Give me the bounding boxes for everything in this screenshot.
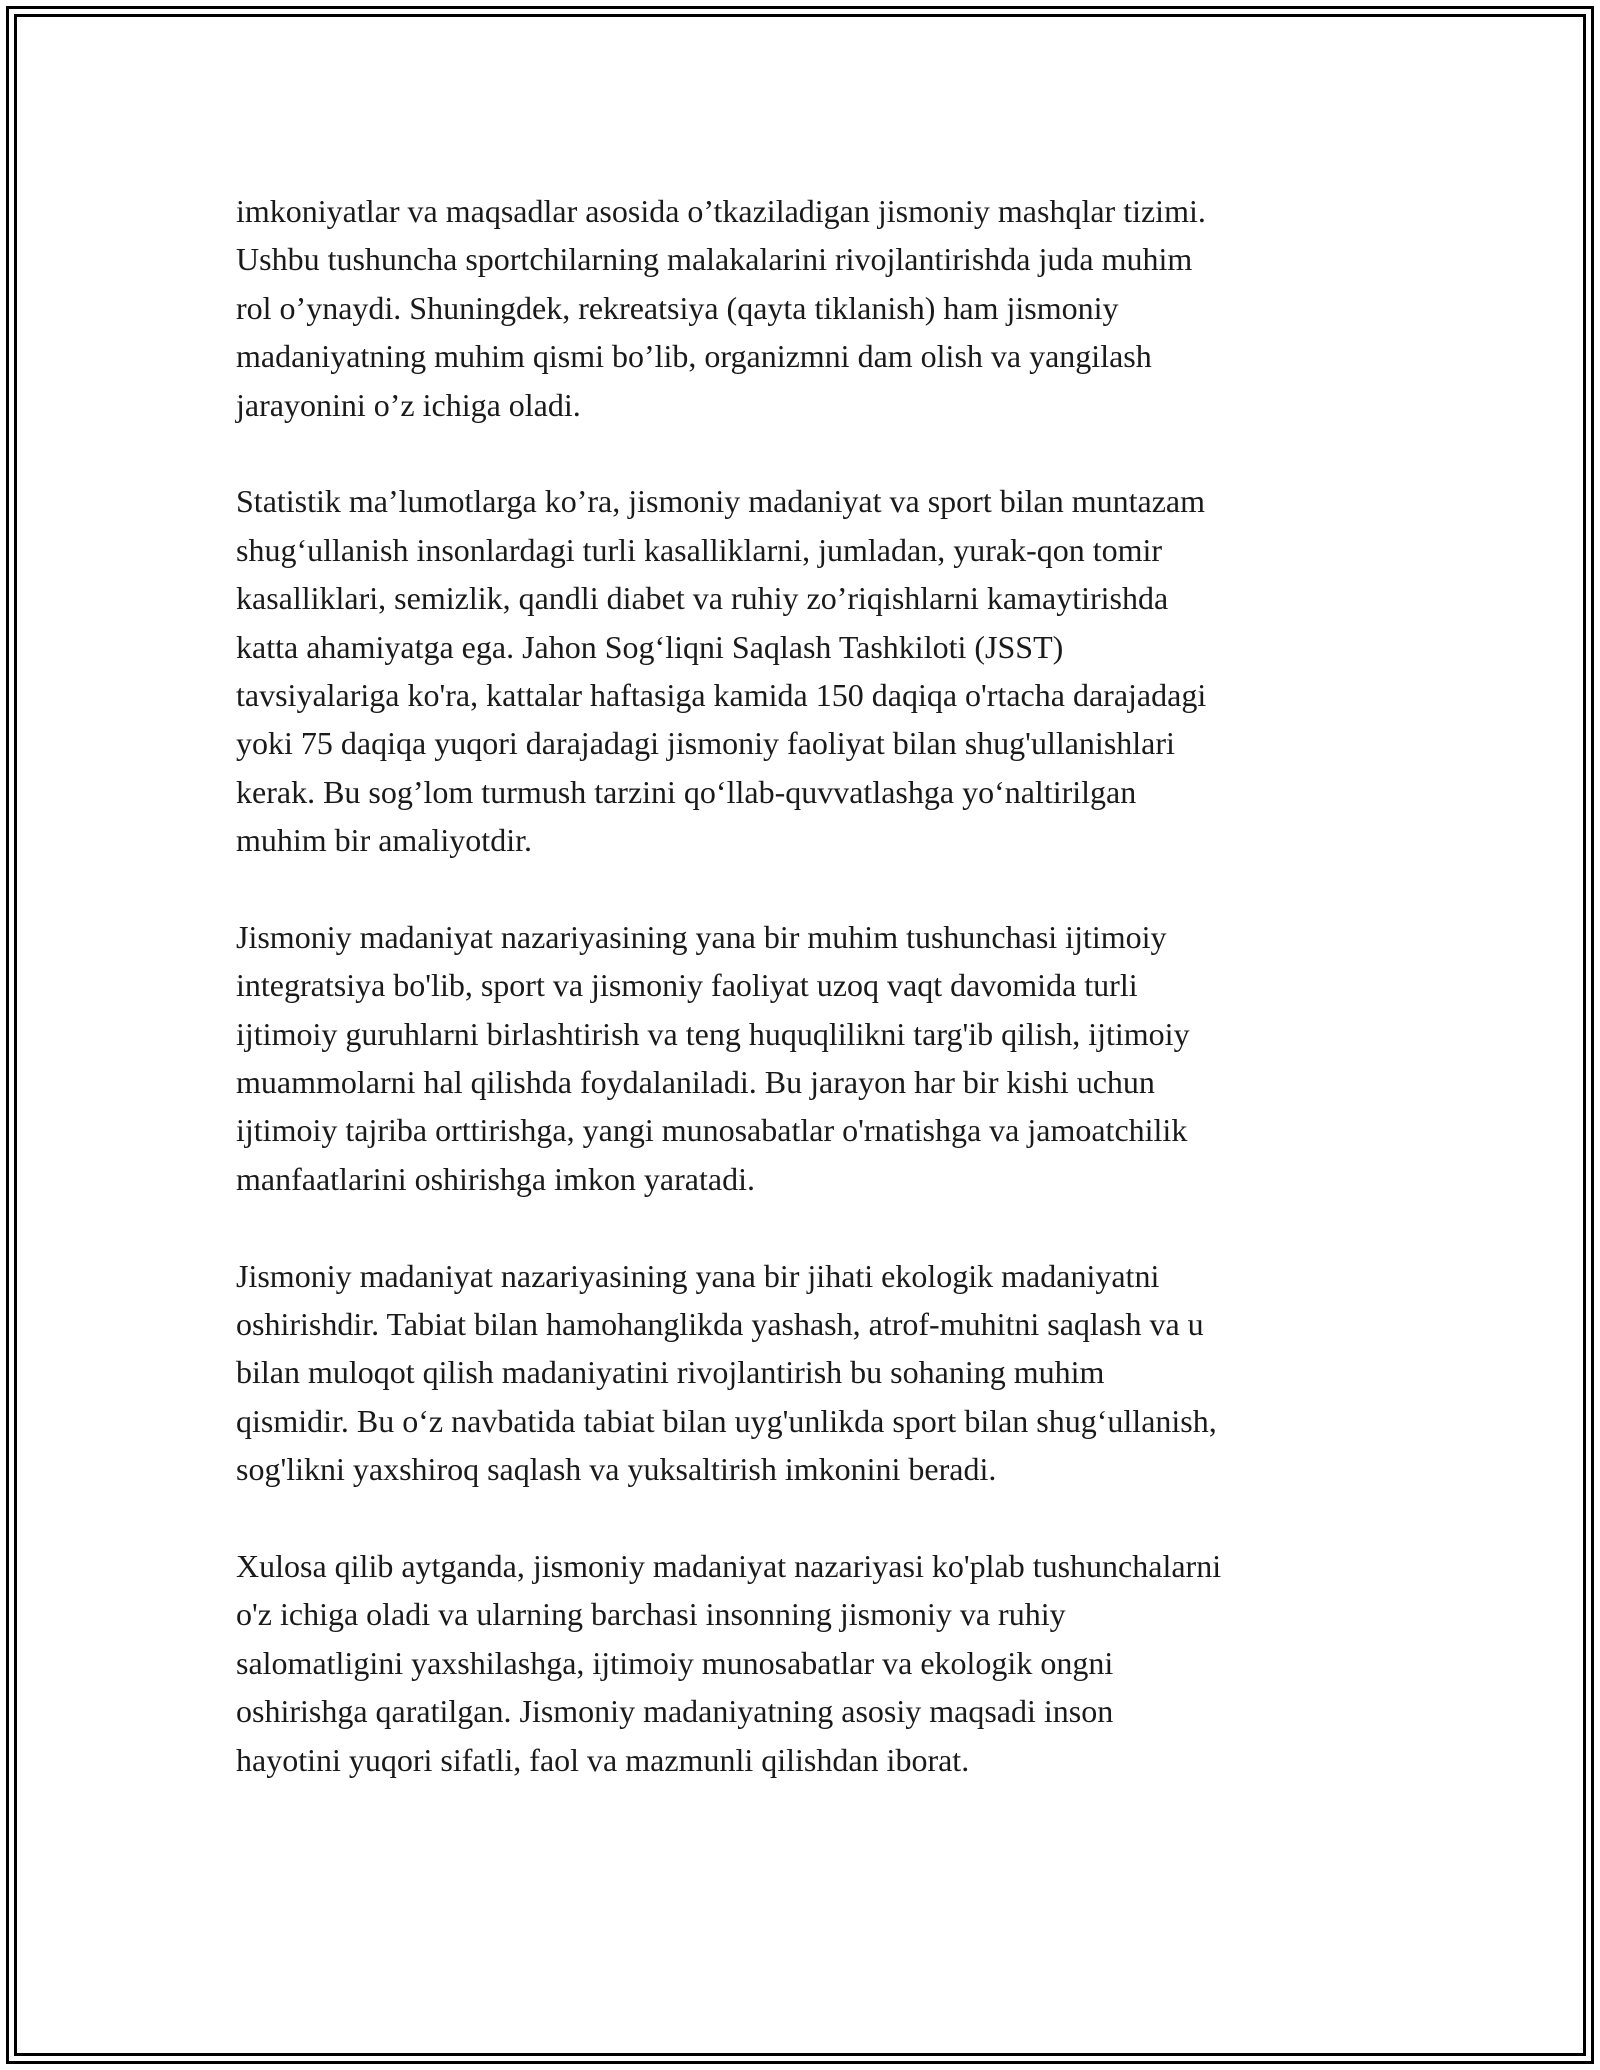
text-line: katta ahamiyatga ega. Jahon Sog‘liqni Saqlash Tashkiloti (JSST): [236, 628, 1064, 665]
text-line: muhim bir amaliyotdir.: [236, 822, 532, 859]
text-line: integratsiya bo'lib, sport va jismoniy faoliyat uzoq vaqt davomida turli: [236, 967, 1138, 1004]
text-line: ijtimoiy tajriba orttirishga, yangi munosabatlar o'rnatishga va jamoatchilik: [236, 1112, 1188, 1149]
text-line: Statistik ma’lumotlarga ko’ra, jismoniy madaniyat va sport bilan muntazam: [236, 483, 1205, 520]
paragraph-2: [236, 477, 1376, 864]
text-line: jarayonini o’z ichiga oladi.: [236, 386, 581, 423]
text-line: shug‘ullanish insonlardagi turli kasalliklarni, jumladan, yurak-qon tomir: [236, 531, 1163, 568]
text-line: o'z ichiga oladi va ularning barchasi insonning jismoniy va ruhiy: [236, 1596, 1066, 1633]
text-line: kerak. Bu sog’lom turmush tarzini qo‘llab-quvvatlashga yo‘naltirilgan: [236, 773, 1137, 810]
text-line: manfaatlarini oshirishga imkon yaratadi.: [236, 1160, 755, 1197]
text-line: bilan muloqot qilish madaniyatini rivojlantirish bu sohaning muhim: [236, 1354, 1105, 1391]
text-line: rol o’ynaydi. Shuningdek, rekreatsiya (qayta tiklanish) ham jismoniy: [236, 289, 1119, 326]
text-line: salomatligini yaxshilashga, ijtimoiy munosabatlar va ekologik ongni: [236, 1644, 1114, 1681]
text-line: ijtimoiy guruhlarni birlashtirish va teng huquqlilikni targ'ib qilish, ijtimoiy: [236, 1015, 1190, 1052]
document-body: [236, 187, 1376, 1832]
text-line: muammolarni hal qilishda foydalaniladi. Bu jarayon har bir kishi uchun: [236, 1064, 1155, 1101]
text-line: hayotini yuqori sifatli, faol va mazmunli qilishdan iborat.: [236, 1741, 970, 1778]
text-line: qismidir. Bu o‘z navbatida tabiat bilan uyg'unlikda sport bilan shug‘ullanish,: [236, 1402, 1217, 1439]
paragraph-3: [236, 913, 1376, 1203]
text-line: tavsiyalariga ko'ra, kattalar haftasiga kamida 150 daqiqa o'rtacha darajadagi: [236, 676, 1207, 713]
paragraph-5: [236, 1542, 1376, 1784]
paragraph-4: [236, 1252, 1376, 1494]
text-line: oshirishdir. Tabiat bilan hamohanglikda yashash, atrof-muhitni saqlash va u: [236, 1305, 1204, 1342]
text-line: sog'likni yaxshiroq saqlash va yuksaltirish imkonini beradi.: [236, 1451, 997, 1488]
text-line: madaniyatning muhim qismi bo’lib, organizmni dam olish va yangilash: [236, 338, 1152, 375]
text-line: imkoniyatlar va maqsadlar asosida o’tkaziladigan jismoniy mashqlar tizimi.: [236, 193, 1206, 229]
text-line: kasalliklari, semizlik, qandli diabet va ruhiy zo’riqishlarni kamaytirishda: [236, 580, 1169, 617]
text-line: Ushbu tushuncha sportchilarning malakalarini rivojlantirishda juda muhim: [236, 241, 1193, 278]
text-line: Jismoniy madaniyat nazariyasining yana bir muhim tushunchasi ijtimoiy: [236, 918, 1167, 955]
text-line: yoki 75 daqiqa yuqori darajadagi jismoniy faoliyat bilan shug'ullanishlari: [236, 725, 1175, 762]
paragraph-1: [236, 187, 1376, 429]
text-line: oshirishga qaratilgan. Jismoniy madaniyatning asosiy maqsadi inson: [236, 1693, 1114, 1730]
text-line: Jismoniy madaniyat nazariyasining yana bir jihati ekologik madaniyatni: [236, 1257, 1160, 1294]
text-line: Xulosa qilib aytganda, jismoniy madaniyat nazariyasi ko'plab tushunchalarni: [236, 1547, 1222, 1584]
